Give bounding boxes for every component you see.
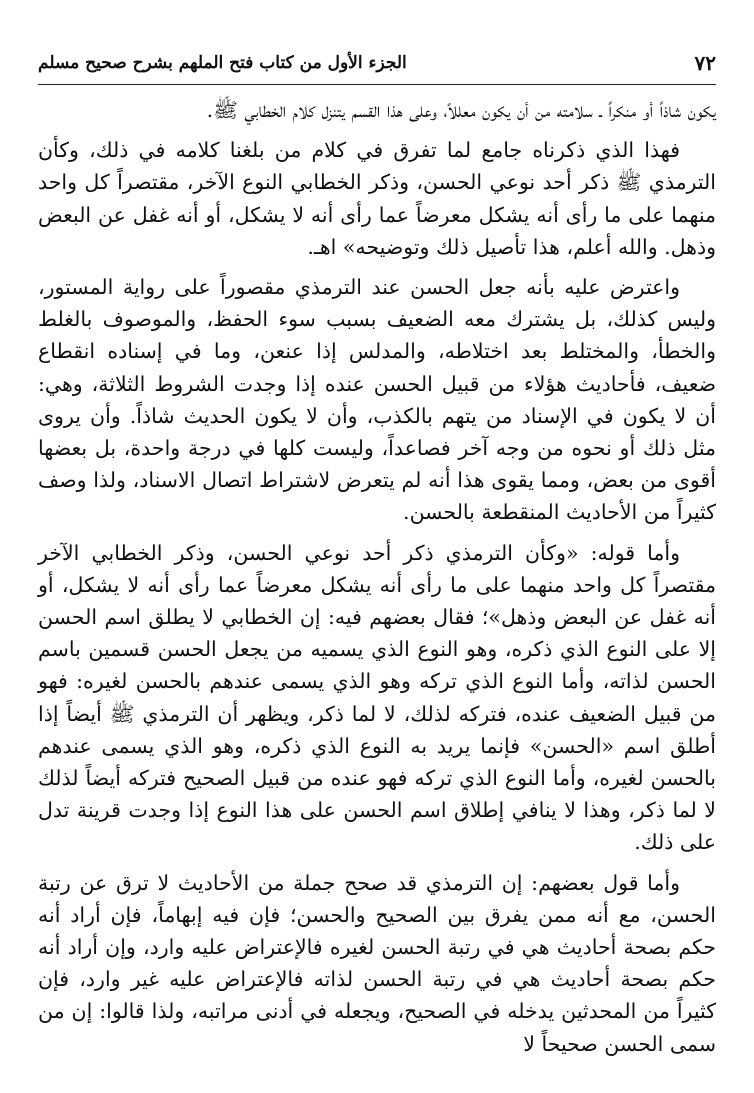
paragraph: واعترض عليه بأنه جعل الحسن عند الترمذي مقصوراً على رواية المستور، وليس كذلك، بل يشترك معه الضعيف بسبب سوء الحفظ، والموصوف بالغلط والخطأ، والمختلط بعد اختلاطه، والمدلس إذا عنعن، وما في إسناده انقطاع ضعيف، فأحاديث هؤلاء من قبيل الحسن عنده إذا وجدت الشروط الثلاثة، وهي: أن لا يكون في الإسناد من يتهم بالكذب، وأن لا يكون الحديث شاذاً. وأن يروى مثل ذلك أو نحوه من وجه آخر فصاعداً، وليست كلها في درجة واحدة، بل بعضها أقوى من بعض، ومما يقوى هذا أنه لم يتعرض لاشتراط اتصال الاسناد، ولذا وصف كثيراً من الأحاديث المنقطعة بالحسن. [38, 275, 717, 525]
running-header [38, 44, 716, 82]
paragraph: وأما قوله: «وكأن الترمذي ذكر أحد نوعي الحسن، وذكر الخطابي الآخر مقتصراً كل واحد منهما على ما رأى أنه يشكل معرضاً عما رأى أنه لا يشكل، أو أنه غفل عن البعض وذهل»؛ فقال بعضهم فيه: إن الخطابي لا يطلق اسم الحسن إلا على النوع الذي ذكره، وهو النوع الذي يسميه من يجعل الحسن قسمين باسم الحسن لذاته، وأما النوع الذي تركه وهو الذي يسمى عندهم بالحسن لغيره: فهو من قبيل الضعيف عنده، فتركه لذلك، لا لما ذكر، ويظهر أن الترمذي ﷺ أيضاً إذا أطلق اسم «الحسن» فإنما يريد به النوع الذي ذكره، وهو الذي يسمى عندهم بالحسن لغيره، وأما النوع الذي تركه فهو عنده من قبيل الصحيح فتركه أيضاً لذلك لا لما ذكر، وهذا لا ينافي إطلاق اسم الحسن على هذا النوع إذا وجدت قرينة تدل على ذلك. [38, 540, 716, 855]
paragraph: وأما قول بعضهم: إن الترمذي قد صحح جملة من الأحاديث لا ترق عن رتبة الحسن، مع أنه ممن يفرق بين الصحيح والحسن؛ فإن فيه إبهاماً، فإن أراد أنه حكم بصحة أحاديث هي في رتبة الحسن لغيره فالإعتراض عليه وارد، وإن أراد أنه حكم بصحة أحاديث هي في رتبة الحسن لذاته فالإعتراض عليه غير وارد، فإن كثيراً من المحدثين يدخله في الصحيح، ويجعله في أدنى مراتبه، ولذا قالوا: إن من سمى الحسن صحيحاً لا [38, 870, 716, 1056]
page-number: ٧٢ [694, 51, 716, 75]
book-title: الجزء الأول من كتاب فتح الملهم بشرح صحيح مسلم [38, 53, 407, 73]
header-rule [38, 84, 716, 85]
paragraph: يكون شاذاً أو منكراً ـ سلامته من أن يكون معللاً، وعلى هذا القسم يتنزل كلام الخطابي ﷺ. [206, 98, 716, 122]
page-body [38, 94, 716, 1060]
paragraph: فهذا الذي ذكرناه جامع لما تفرق في كلام من بلغنا كلامه في ذلك، وكأن الترمذي ﷺ ذكر أحد نوعي الحسن، وذكر الخطابي النوع الآخر، مقتصراً كل واحد منهما على ما رأى أنه يشكل معرضاً عما رأى أنه لا يشكل، أو أنه غفل عن البعض وذهل. والله أعلم، هذا تأصيل ذلك وتوضيحه» اهـ. [38, 138, 716, 259]
